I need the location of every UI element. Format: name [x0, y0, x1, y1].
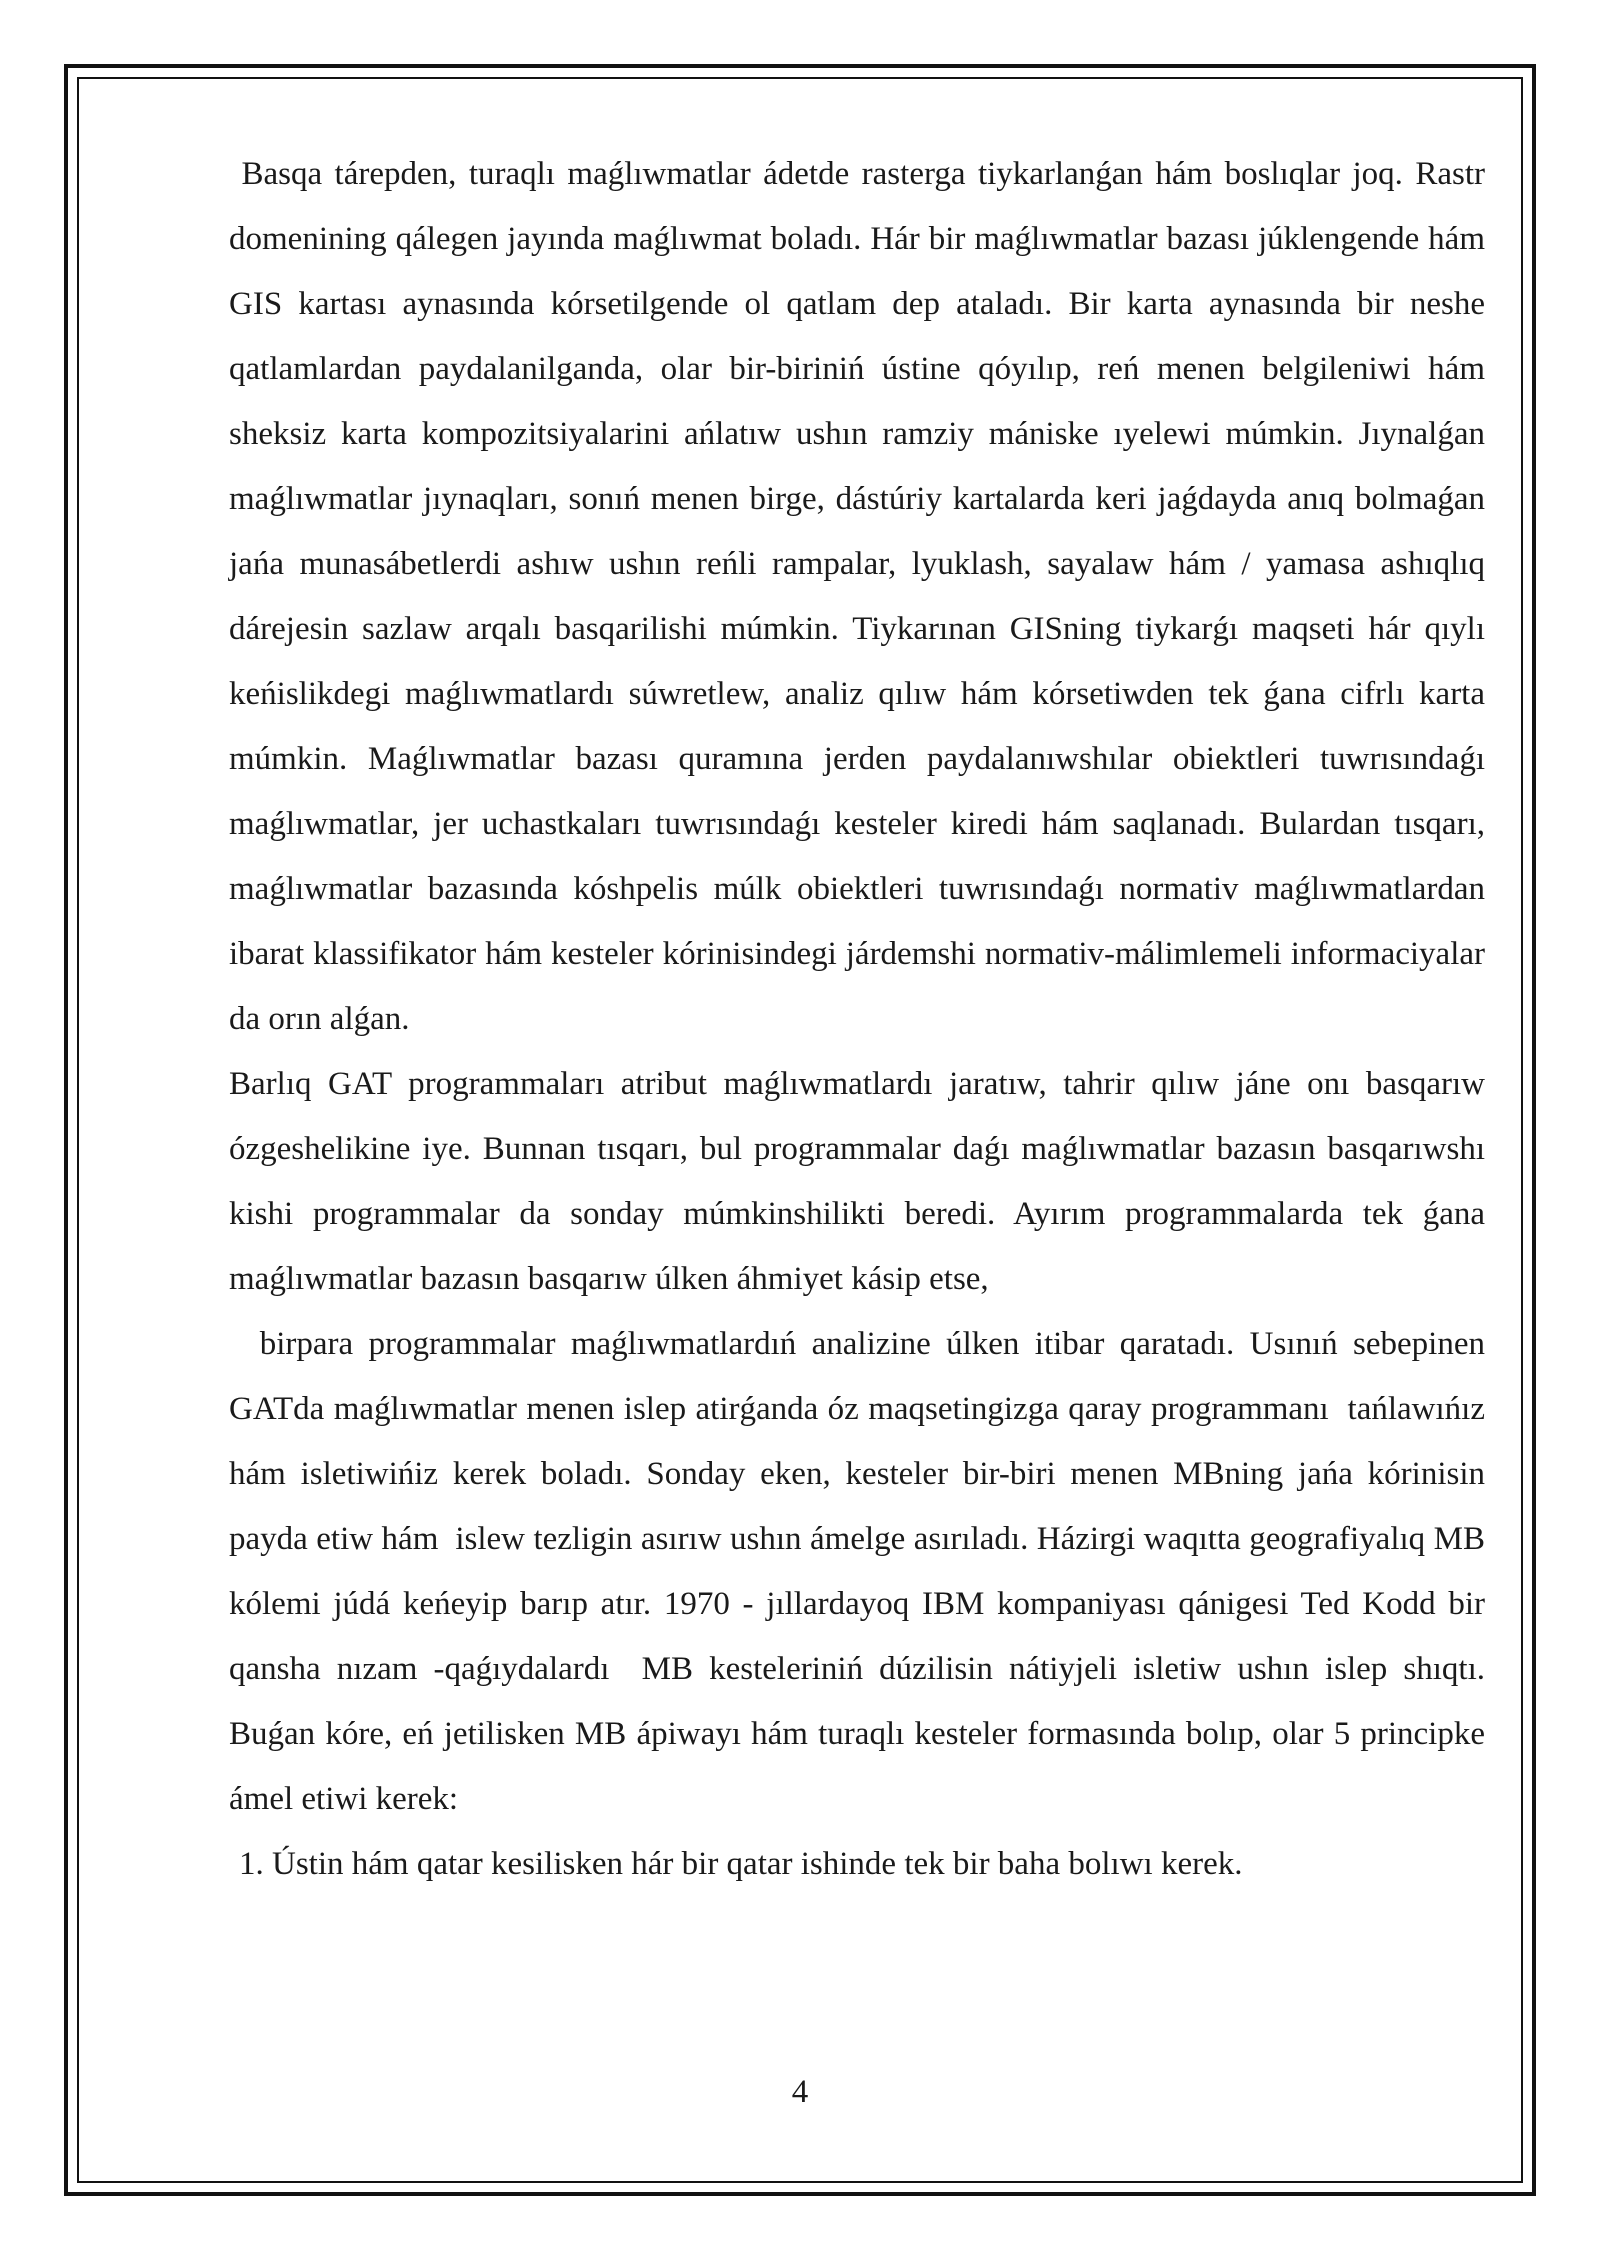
paragraph-3: birpara programmalar maǵlıwmatlardıń analizine úlken itibar qaratadı. Usınıń sebepinen GATda maǵlıwmatlar menen islep atirǵanda óz maqsetingizga qaray programmanı tańlawıńız hám isletiwińiz kerek boladı. Sonday eken, kesteler bir-biri menen MBning jańa kórinisin payda etiw hám islew tezligin asırıw ushın ámelge asırıladı. Házirgi waqıtta geografiyalıq MB kólemi júdá keńeyip barıp atır. 1970 - jıllardayoq IBM kompaniyası qánigesi Ted Kodd bir qansha nızam -qaǵıydalardı MB kesteleriniń dúzilisin nátiyjeli isletiw ushın islep shıqtı. Buǵan kóre, eń jetilisken MB ápiwayı hám turaqlı kesteler formasında bolıp, olar 5 principke ámel etiwi kerek:: [229, 1326, 1502, 1817]
document-body: [229, 142, 1502, 1897]
page-number: 4: [791, 2074, 809, 2110]
list-item-1: 1. Ústin hám qatar kesilisken hár bir qatar ishinde tek bir baha bolıwı kerek.: [239, 1846, 1243, 1882]
paragraph-2: Barlıq GAT programmaları atribut maǵlıwmatlardı jaratıw, tahrir qılıw jáne onı basqarıw ózgeshelikine iye. Bunnan tısqarı, bul programmalar daǵı maǵlıwmatlar bazasın basqarıwshı kishi programmalar da sonday múmkinshilikti beredi. Ayırım programmalarda tek ǵana maǵlıwmatlar bazasın basqarıw úlken áhmiyet kásip etse,: [229, 1066, 1494, 1297]
paragraph-1: Basqa tárepden, turaqlı maǵlıwmatlar ádetde rasterga tiykarlanǵan hám boslıqlar joq. Rastr domenining qálegen jayında maǵlıwmat boladı. Hár bir maǵlıwmatlar bazası júklengende hám GIS kartası aynasında kórsetilgende ol qatlam dep ataladı. Bir karta aynasında bir neshe qatlamlardan paydalanilganda, olar bir-biriniń ústine qóyılıp, reń menen belgileniwi hám sheksiz karta kompozitsiyalarini ańlatıw ushın ramziy mániske ıyelewi múmkin. Jıynalǵan maǵlıwmatlar jıynaqları, sonıń menen birge, dástúriy kartalarda keri jaǵdayda anıq bolmaǵan jańa munasábetlerdi ashıw ushın reńli rampalar, lyuklash, sayalaw hám / yamasa ashıqlıq dárejesin sazlaw arqalı basqarilishi múmkin. Tiykarınan GISning tiykarǵı maqseti hár qıylı keńislikdegi maǵlıwmatlardı súwretlew, analiz qılıw hám kórsetiwden tek ǵana cifrlı karta múmkin. Maǵlıwmatlar bazası quramına jerden paydalanıwshılar obiektleri tuwrısındaǵı maǵlıwmatlar, jer uchastkaları tuwrısındaǵı kesteler kiredi hám saqlanadı. Bulardan tısqarı, maǵlıwmatlar bazasında kóshpelis múlk obiektleri tuwrısındaǵı normativ maǵlıwmatlardan ibarat klassifikator hám kesteler kórinisindegi járdemshi normativ-málimlemeli informaciyalar da orın alǵan.: [229, 156, 1494, 1037]
